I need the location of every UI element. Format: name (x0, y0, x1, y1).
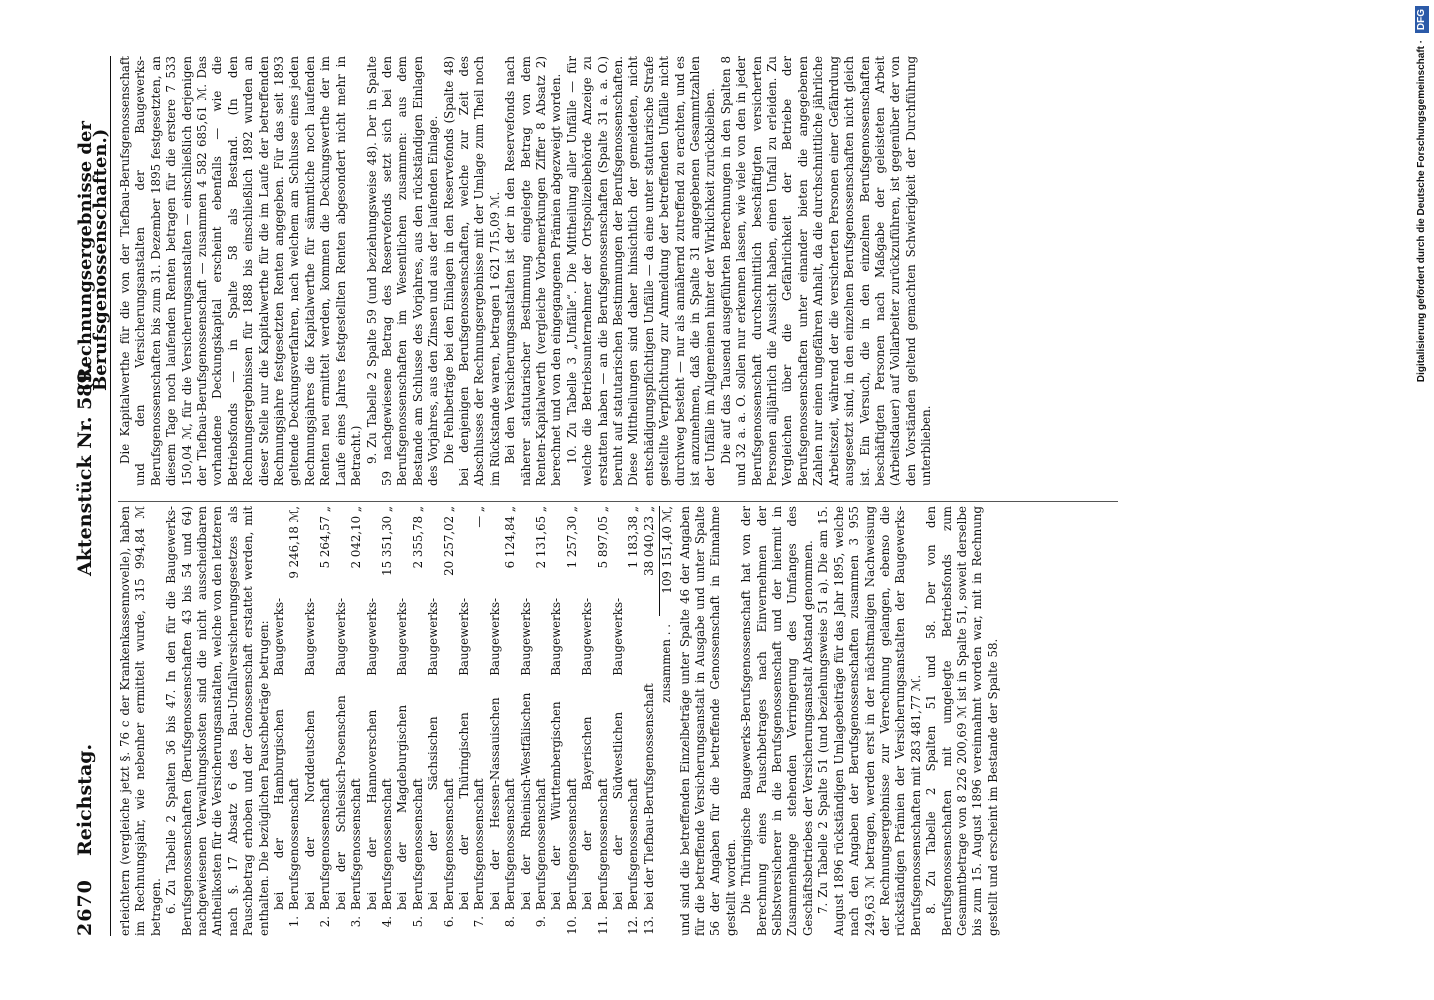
list-item: 4. bei der Hannoverschen Baugewerks-Berufsgenossenschaft 15 351,30 „ (364, 506, 394, 928)
paragraph: Die auf das Tausend ausgeführten Berechnungen in den Spalten 8 und 32 a. a. O. sollen nur erkennen lassen, wie viele von den in jeder Berufsgenossenschaft durchschnittlich beschäftigten versicherten Personen alljährlich die Aussicht haben, einen Unfall zu erleiden. Zu Vergleichen über die Gefährlichkeit der Betriebe der Berufsgenossenschaften unter einander bieten die angegebenen Zahlen nur einen ungefähren Anhalt, da die durchschnittliche jährliche Arbeitszeit, während der die versicherten Personen einer Gefährdung ausgesetzt sind, in den einzelnen Berufsgenossenschaften nicht gleich ist. Ein Versuch, die in den einzelnen Berufsgenossenschaften beschäftigten Personen nach Maßgabe der geleisteten Arbeit (Arbeitsdauer) auf Vollarbeiter zurückzuführen, ist gegenüber der von den Vorständen geltend gemachten Schwierigkeit der Durchführung unterblieben. (718, 56, 934, 486)
paragraph: 9. Zu Tabelle 2 Spalte 59 (und beziehungsweise 48). Der in Spalte 59 nachgewiesene Betrag des Reservefonds setzt sich bei den Berufsgenossenschaften im Wesentlichen zusammen: aus dem Bestande am Schlusse des Vorjahres, aus den rückständigen Einlagen des Vorjahres, aus den Zinsen und aus der laufenden Einlage. (364, 56, 441, 486)
paragraph: und sind die betreffenden Einzelbeträge unter Spalte 46 der Angaben für die betreffende Versicherungsanstalt in Ausgabe und unter Spalte 56 der Angaben für die betreffende Genossenschaft in Einnahme gestellt worden. (677, 506, 738, 936)
sum-value: 109 151,40 ℳ, (659, 506, 675, 616)
list-item: 9. bei der Rheinisch-Westfälischen Baugewerks-Berufsgenossenschaft 2 131,65 „ (518, 506, 548, 928)
digitization-credit-strip (1412, 6, 1432, 996)
list-item: 2. bei der Norddeutschen Baugewerks-Berufsgenossenschaft 5 264,57 „ (302, 506, 333, 928)
digitization-credit: Digitalisierung gefördert durch die Deutsche Forschungsgemeinschaft · (1416, 39, 1427, 383)
paragraph: 7. Zu Tabelle 2 Spalte 51 (und beziehungsweise 51 a). Die am 15. August 1896 rückständigen Umlagebeiträge für das Jahr 1895, welche nach den Angaben der Berufsgenossenschaften zusammen 3 955 249,63 ℳ betragen, werden erst in der nächstmaligen Nachweisung der Rechnungsergebnisse zur Verrechnung gelangen, ebenso die rückständigen Prämien der Versicherungsanstalten der Baugewerks-Berufsgenossenschaften mit 283 481,77 ℳ. (816, 506, 923, 936)
list-item: 11. bei der Bayerischen Baugewerks-Berufsgenossenschaft 5 897,05 „ (580, 506, 610, 935)
left-column (118, 506, 1001, 936)
right-column (118, 56, 935, 486)
sum-row (659, 506, 675, 936)
section-title: (Rechnungsergebnisse der Berufsgenossenschaften.) (75, 121, 112, 391)
list-item: 5. bei der Magdeburgischen Baugewerks-Berufsgenossenschaft 2 355,78 „ (395, 506, 425, 928)
list-item: 12. bei der Südwestlichen Baugewerks-Berufsgenossenschaft 1 183,38 „ (611, 506, 641, 935)
pauschbetrag-list (272, 506, 657, 936)
paragraph: Die Fehlbeträge bei den Einlagen in den Reservefonds (Spalte 48) bei denjenigen Berufsgenossenschaften, welche zur Zeit des Abschlusses der Rechnungsergebnisse mit der Umlage zum Theil noch im Rückstande waren, betragen 1 621 715,09 ℳ. (441, 56, 502, 486)
paragraph: Bei den Versicherungsanstalten ist der in den Reservefonds nach näherer statutarischer Bestimmung eingelegte Betrag von dem Renten-Kapitalwerth (vergleiche Vorbemerkungen Ziffer 8 Absatz 2) berechnet und von den eingegangenen Prämien abgezweigt worden. (503, 56, 564, 486)
list-item: 3. bei der Schlesisch-Posenschen Baugewerks-Berufsgenossenschaft 2 042,10 „ (333, 506, 364, 928)
list-item: 7. bei der Thüringischen Baugewerks-Berufsgenossenschaft — „ (456, 506, 487, 928)
document-number: Aktenstück Nr. 589. (74, 363, 96, 576)
page-number: 2670 (74, 879, 96, 936)
paragraph: Die Thüringische Baugewerks-Berufsgenossenschaft hat von der Berechnung eines Pauschbetrages nach Einvernehmen der Selbstversicherer in die Berufsgenossenschaft und der hiermit in Zusammenhange stehenden Verringerung des Umfanges des Geschäftsbetriebes der Versicherungsanstalt Abstand genommen. (739, 506, 815, 936)
page-header (72, 56, 112, 936)
sum-label: zusammen . . (659, 624, 674, 703)
list-item: 6. bei der Sächsischen Baugewerks-Berufsgenossenschaft 20 257,02 „ (426, 506, 456, 928)
list-item: 8. bei der Hessen-Nassauischen Baugewerks-Berufsgenossenschaft 6 124,84 „ (487, 506, 518, 928)
dfg-logo-badge: DFG (1415, 6, 1429, 33)
paragraph: erleichtern (vergleiche jetzt §. 76 c der Krankenkassennovelle), haben im Rechnungsjahr, wie nebenher ermittelt wurde, 315 994,84 ℳ betragen. (118, 506, 163, 936)
list-item: 1. bei der Hamburgischen Baugewerks-Berufsgenossenschaft 9 246,18 ℳ, (272, 506, 302, 928)
list-item: 13. bei der Tiefbau-Berufsgenossenschaft 38 040,23 „ (641, 506, 656, 935)
header-rule (110, 56, 111, 936)
column-divider (118, 501, 1118, 502)
paragraph: Die Kapitalwerthe für die von der Tiefbau-Berufsgenossenschaft und den Versicherungsanstalten der Baugewerks-Berufsgenossenschaften bis zum 31. Dezember 1895 festgesetzten, an diesem Tage noch laufenden Renten betragen für die erstere 7 533 150,04 ℳ, für die Versicherungsanstalten — einschließlich derjenigen der Tiefbau-Berufsgenossenschaft — zusammen 4 582 685,61 ℳ. Das vorhandene Deckungskapital erscheint ebenfalls — wie die Betriebsfonds — in Spalte 58 als Bestand. (In den Rechnungsergebnissen für 1888 bis einschließlich 1892 wurden an dieser Stelle nur die Kapitalwerthe für die im Laufe der betreffenden Rechnungsjahre festgesetzten Renten angegeben. Für das seit 1893 geltende Deckungsverfahren, nach welchem am Schlusse eines jeden Rechnungsjahres die Kapitalwerthe für sämmtliche noch laufenden Renten neu ermittelt werden, kommen die Deckungswerthe der im Laufe eines Jahres festgestellten Renten abgesondert nicht mehr in Betracht.) (118, 56, 364, 486)
paragraph: 6. Zu Tabelle 2 Spalten 36 bis 47. In den für die Baugewerks-Berufsgenossenschaften (Berufsgenossenschaften 43 bis 54 und 64) nachgewiesenen Verwaltungskosten sind die nicht ausscheidbaren Antheilkosten für die Versicherungsanstalten, welche von den letzteren nach §. 17 Absatz 6 des Bau-Unfallversicherungsgesetzes als Pauschbetrag erhoben und der Genossenschaft erstattet werden, mit enthalten. Die bezüglichen Pauschbeträge betrugen: (164, 506, 271, 936)
paragraph: 8. Zu Tabelle 2 Spalten 51 und 58. Der von den Berufsgenossenschaften mit umgelegte Betriebsfonds zum Gesammtbetrage von 8 226 200,69 ℳ ist in Spalte 51, soweit derselbe bis zum 15. August 1896 vereinnahmt worden war, mit in Rechnung gestellt und erscheint im Bestande der Spalte 58. (924, 506, 1000, 936)
running-title: Reichstag. (74, 743, 96, 856)
list-item: 10. bei der Württembergischen Baugewerks-Berufsgenossenschaft 1 257,30 „ (549, 506, 579, 935)
paragraph: 10. Zu Tabelle 3 „Unfälle“. Die Mittheilung aller Unfälle — für welche die Betriebsunternehmer der Ortspolizeibehörde Anzeige zu erstatten haben — an die Berufsgenossenschaften (Spalte 31 a. a. O.) beruht auf statutarischen Bestimmungen der Berufsgenossenschaften. Diese Mittheilungen sind daher hinsichtlich der gemeldeten, nicht entschädigungspflichtigen Unfälle — da eine unter statutarische Strafe gestellte Verpflichtung zur Anmeldung der betreffenden Unfälle nicht durchweg besteht — nur als annähernd zutreffend zu erachten, und es ist anzunehmen, daß die in Spalte 31 angegebenen Gesammtzahlen der Unfälle im Allgemeinen hinter der Wirklichkeit zurückbleiben. (564, 56, 718, 486)
